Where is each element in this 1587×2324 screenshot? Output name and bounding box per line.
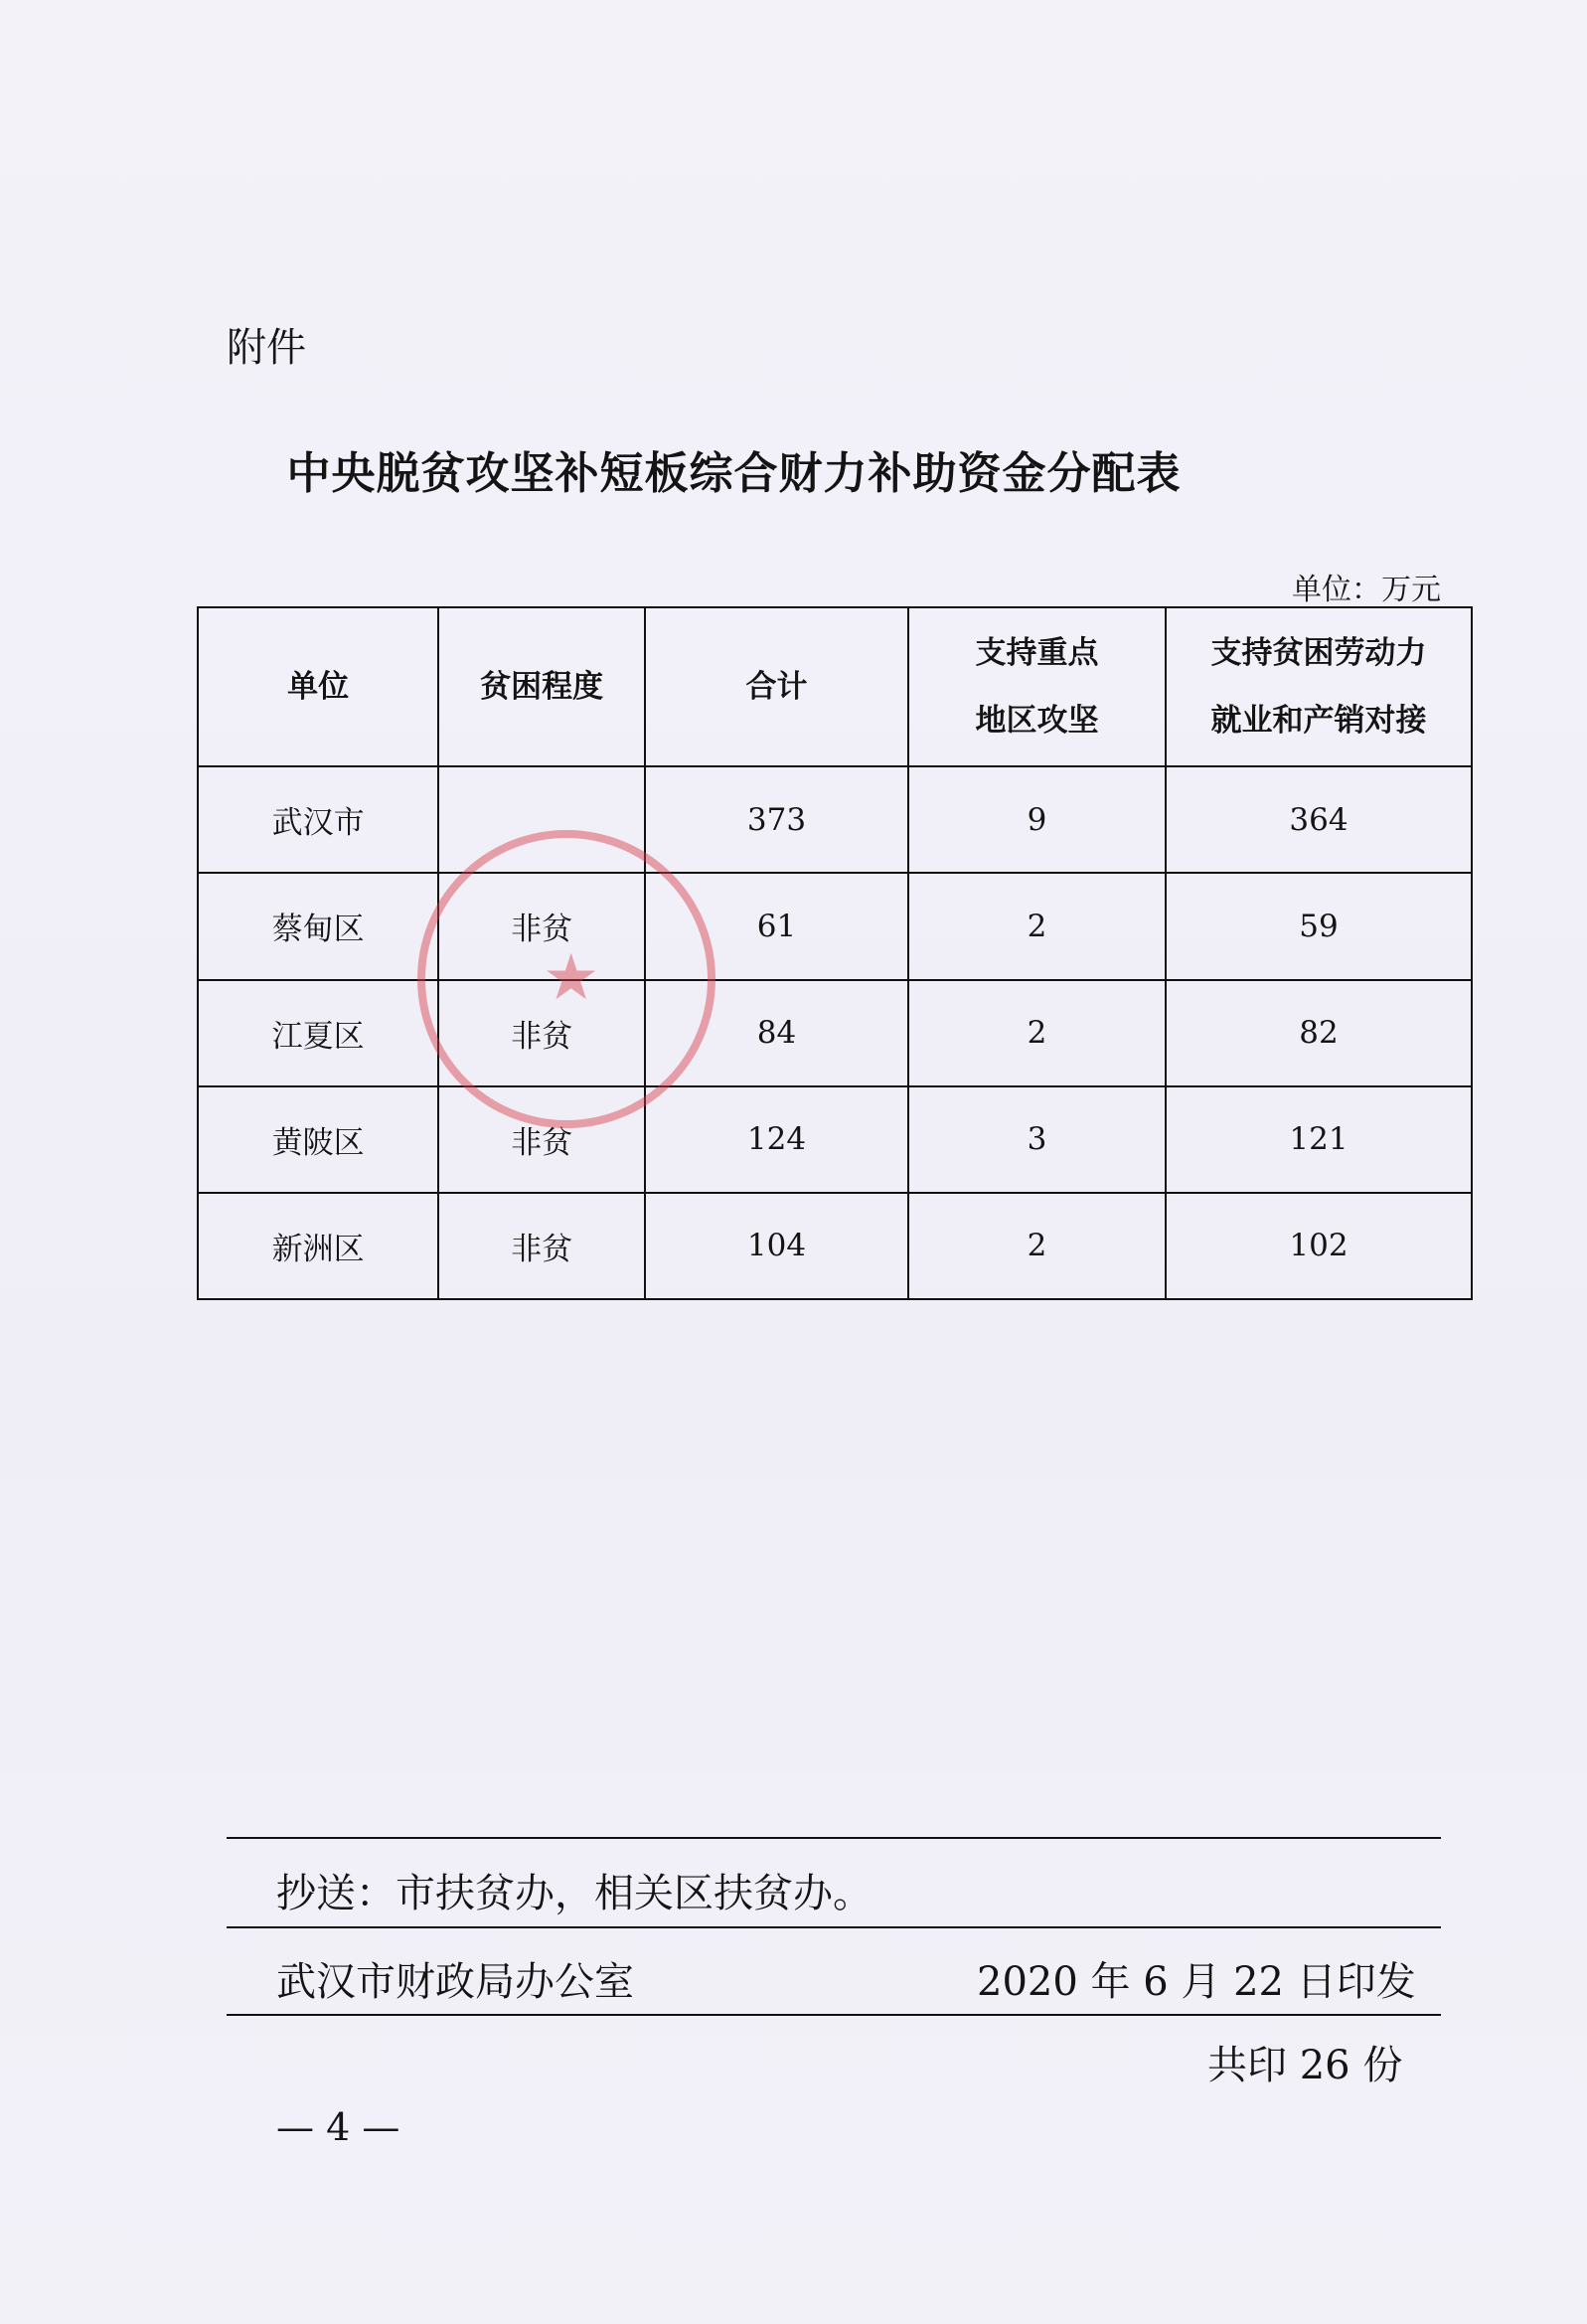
cell-key-area: 2 [908, 980, 1166, 1086]
document-title: 中央脱贫攻坚补短板综合财力补助资金分配表 [286, 448, 1182, 499]
header-unit: 单位 [198, 607, 438, 766]
cell-total: 104 [645, 1193, 908, 1299]
cell-labor: 121 [1166, 1086, 1472, 1193]
cell-unit: 新洲区 [198, 1193, 438, 1299]
allocation-table [197, 606, 1473, 1300]
issue-date: 2020 年 6 月 22 日印发 [977, 1959, 1416, 2005]
header-labor [1166, 607, 1472, 766]
header-total: 合计 [645, 607, 908, 766]
cell-labor: 102 [1166, 1193, 1472, 1299]
cell-poverty-level: 非贫 [438, 1193, 645, 1299]
cell-total: 373 [645, 766, 908, 873]
attachment-label: 附件 [227, 325, 306, 371]
seal-star-icon: ★ [543, 941, 600, 1015]
cell-poverty-level: 非贫 [438, 980, 645, 1086]
table-header-row [198, 607, 1472, 766]
table-row [198, 766, 1472, 873]
copies-count: 共印 26 份 [1207, 2043, 1403, 2088]
table-row [198, 980, 1472, 1086]
cell-total: 84 [645, 980, 908, 1086]
official-seal-stamp [417, 830, 715, 1128]
cell-unit: 黄陂区 [198, 1086, 438, 1193]
table-row [198, 1086, 1472, 1193]
cc-line: 抄送：市扶贫办，相关区扶贫办。 [276, 1871, 873, 1916]
cell-key-area: 3 [908, 1086, 1166, 1193]
footer-bottom-rule [227, 2014, 1441, 2016]
cell-unit: 蔡甸区 [198, 873, 438, 979]
cell-key-area: 2 [908, 1193, 1166, 1299]
cell-total: 124 [645, 1086, 908, 1193]
cell-poverty-level: 非贫 [438, 1086, 645, 1193]
cell-unit: 江夏区 [198, 980, 438, 1086]
issuing-office: 武汉市财政局办公室 [276, 1959, 634, 2005]
footer-top-rule [227, 1837, 1441, 1839]
cell-labor: 364 [1166, 766, 1472, 873]
cell-labor: 59 [1166, 873, 1472, 979]
header-key-area [908, 607, 1166, 766]
header-labor-line2: 就业和产销对接 [1210, 703, 1427, 740]
cell-total: 61 [645, 873, 908, 979]
page-number: — 4 — [276, 2105, 400, 2149]
cell-key-area: 2 [908, 873, 1166, 979]
table-row [198, 873, 1472, 979]
header-poverty-level: 贫困程度 [438, 607, 645, 766]
header-key-area-line2: 地区攻坚 [975, 703, 1099, 740]
header-key-area-line1: 支持重点 [975, 635, 1099, 672]
cell-labor: 82 [1166, 980, 1472, 1086]
cell-unit: 武汉市 [198, 766, 438, 873]
cell-key-area: 9 [908, 766, 1166, 873]
header-labor-line1: 支持贫困劳动力 [1210, 635, 1427, 672]
footer-middle-rule [227, 1926, 1441, 1928]
cell-poverty-level: 非贫 [438, 873, 645, 979]
table-row [198, 1193, 1472, 1299]
unit-note: 单位：万元 [1292, 573, 1441, 607]
